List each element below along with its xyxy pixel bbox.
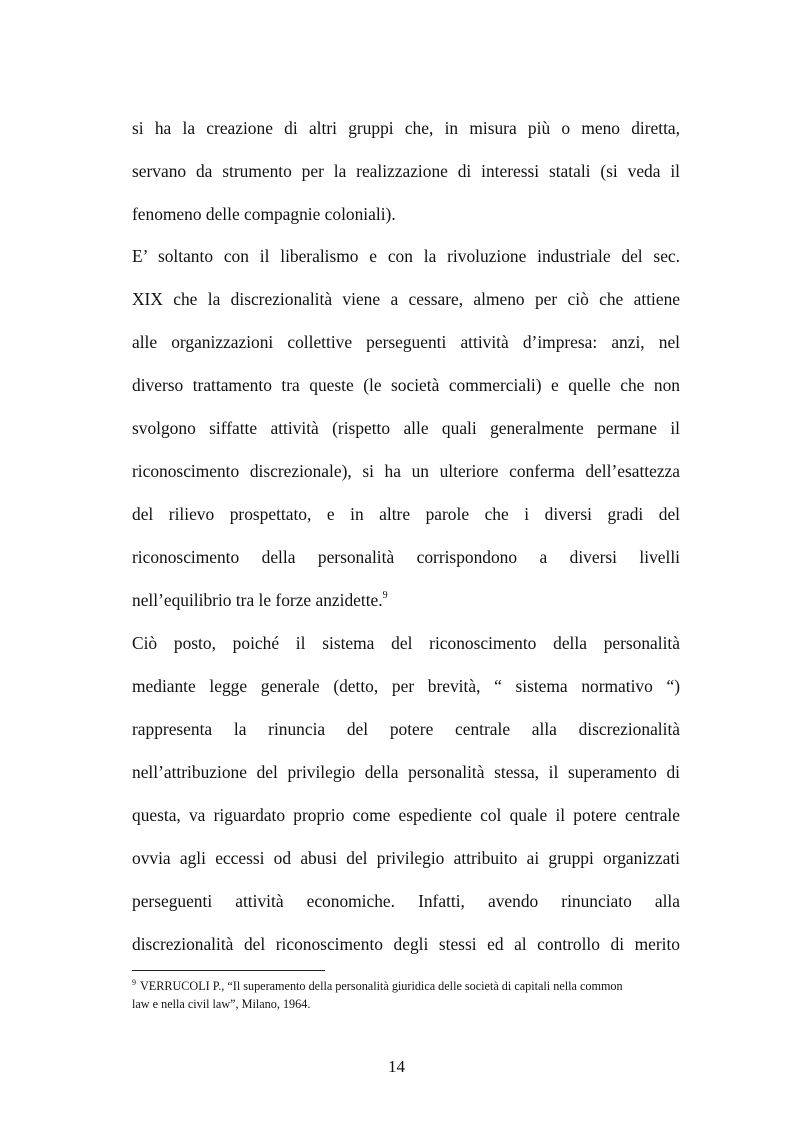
body-line: XIX che la discrezionalità viene a cessare, almeno per ciò che attiene bbox=[132, 289, 680, 309]
footnote-reference[interactable]: 9 bbox=[382, 590, 388, 601]
body-line: diverso trattamento tra queste (le società commerciali) e quelle che non bbox=[132, 375, 680, 395]
body-line-with-footnote bbox=[132, 589, 680, 611]
body-line: fenomeno delle compagnie coloniali). bbox=[132, 204, 396, 224]
body-line: servano da strumento per la realizzazione di interessi statali (si veda il bbox=[132, 161, 680, 181]
page-number: 14 bbox=[388, 1057, 405, 1076]
footnote-line: law e nella civil law”, Milano, 1964. bbox=[132, 997, 311, 1011]
body-line: Ciò posto, poiché il sistema del riconoscimento della personalità bbox=[132, 633, 680, 653]
body-line: svolgono siffatte attività (rispetto alle quali generalmente permane il bbox=[132, 418, 680, 438]
body-line: riconoscimento discrezionale), si ha un ulteriore conferma dell’esattezza bbox=[132, 461, 680, 481]
footnote-text: VERRUCOLI P., “Il superamento della personalità giuridica delle società di capitali nella common bbox=[140, 979, 623, 993]
body-line: ovvia agli eccessi od abusi del privilegio attribuito ai gruppi organizzati bbox=[132, 848, 680, 868]
body-line-text: nell’equilibrio tra le forze anzidette. bbox=[132, 590, 383, 610]
footnote-separator bbox=[132, 970, 325, 971]
body-line: mediante legge generale (detto, per brevità, “ sistema normativo “) bbox=[132, 676, 680, 696]
body-line: si ha la creazione di altri gruppi che, in misura più o meno diretta, bbox=[132, 118, 680, 138]
body-line: questa, va riguardato proprio come espediente col quale il potere centrale bbox=[132, 805, 680, 825]
footnote-mark: 9 bbox=[132, 978, 136, 987]
footnote-line bbox=[132, 978, 680, 994]
body-line: alle organizzazioni collettive perseguenti attività d’impresa: anzi, nel bbox=[132, 332, 680, 352]
body-line: discrezionalità del riconoscimento degli stessi ed al controllo di merito bbox=[132, 934, 680, 954]
body-line: rappresenta la rinuncia del potere centrale alla discrezionalità bbox=[132, 719, 680, 739]
body-line: riconoscimento della personalità corrispondono a diversi livelli bbox=[132, 547, 680, 567]
body-line: E’ soltanto con il liberalismo e con la rivoluzione industriale del sec. bbox=[132, 246, 680, 266]
body-line: del rilievo prospettato, e in altre parole che i diversi gradi del bbox=[132, 504, 680, 524]
body-line: perseguenti attività economiche. Infatti, avendo rinunciato alla bbox=[132, 891, 680, 911]
body-line: nell’attribuzione del privilegio della personalità stessa, il superamento di bbox=[132, 762, 680, 782]
